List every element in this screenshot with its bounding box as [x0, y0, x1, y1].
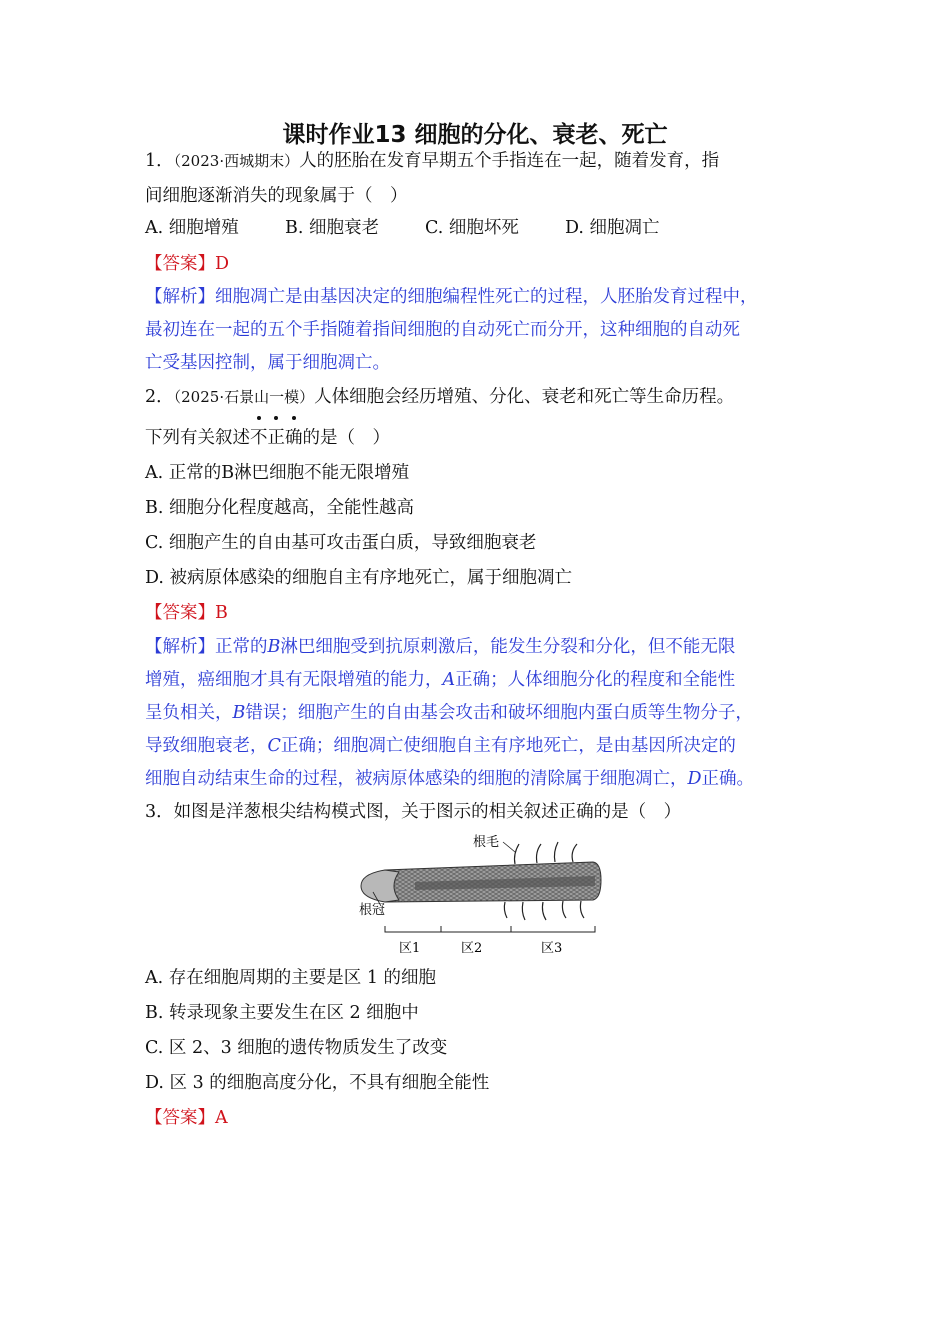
q1-stem-line-1 — [145, 148, 719, 174]
q2-emphasis-char-2 — [268, 428, 286, 448]
q3-option-d: D. 区 3 的细胞高度分化，不具有细胞全能性 — [145, 1073, 490, 1093]
q1-option-c: C. 细胞坏死 — [425, 218, 519, 238]
q1-analysis-line-1 — [145, 284, 758, 310]
q2-analysis-line-5 — [145, 766, 754, 792]
emphasis-dot — [274, 416, 278, 420]
q2-emphasis-text-3: 确 — [285, 428, 303, 448]
emphasis-dot — [257, 416, 261, 420]
q1-analysis-line-2: 最初连在一起的五个手指随着指间细胞的自动死亡而分开，这种细胞的自动死 — [145, 320, 740, 340]
q1-option-a: A. 细胞增殖 — [145, 218, 239, 238]
q2-emphasis-text-1: 不 — [250, 428, 268, 448]
q2-analysis-line-1 — [145, 634, 735, 660]
q1-analysis-label: 【解析】 — [145, 287, 215, 307]
q1-option-b: B. 细胞衰老 — [285, 218, 379, 238]
q2-analysis-text: 错误；细胞产生的自由基会攻击和破坏细胞内蛋白质等生物分子， — [245, 703, 753, 723]
label-zone2: 区2 — [461, 941, 483, 956]
root-hair-line — [515, 844, 520, 864]
q1-answer-label: 【答案】 — [145, 254, 215, 274]
q2-analysis-letter: B — [267, 637, 281, 657]
q1-answer-value: D — [215, 254, 230, 274]
q2-analysis-text: 淋巴细胞受到抗原刺激后，能发生分裂和分化，但不能无限 — [280, 637, 736, 657]
root-tip-figure — [355, 832, 605, 958]
q2-analysis-letter: A — [442, 670, 456, 690]
label-zone1: 区1 — [399, 941, 421, 956]
q2-stem-a: 人体细胞会经历增殖、分化、衰老和死亡等生命历程。 — [314, 387, 735, 407]
q2-answer-label: 【答案】 — [145, 603, 215, 623]
q2-stem-line-1 — [145, 384, 734, 410]
q2-answer-value: B — [215, 603, 228, 623]
label-root-cap: 根冠 — [359, 903, 386, 918]
emphasis-dot — [292, 416, 296, 420]
root-cap-shape — [361, 870, 399, 902]
q1-stem-a: 人的胚胎在发育早期五个手指连在一起，随着发育，指 — [299, 151, 720, 171]
q2-analysis-label: 【解析】 — [145, 637, 215, 657]
label-zone3: 区3 — [541, 941, 563, 956]
page-title: 课时作业13 细胞的分化、衰老、死亡 — [282, 122, 668, 148]
q2-analysis-letter: C — [267, 736, 281, 756]
root-hair-line — [504, 902, 507, 918]
q2-analysis-line-4 — [145, 733, 736, 759]
q3-answer-label: 【答案】 — [145, 1108, 215, 1128]
q2-analysis-text: 正确；细胞凋亡使细胞自主有序地死亡，是由基因所决定的 — [280, 736, 736, 756]
q2-stem-b-post: 的是（ ） — [302, 428, 390, 448]
q2-stem-line-2 — [145, 425, 390, 451]
q2-option-b: B. 细胞分化程度越高，全能性越高 — [145, 498, 414, 518]
root-hair-line — [562, 901, 566, 918]
q2-emphasis-char-3 — [285, 428, 303, 448]
q3-stem-text: 如图是洋葱根尖结构模式图，关于图示的相关叙述正确的是（ ） — [173, 802, 682, 822]
q2-analysis-text: 正确；人体细胞分化的程度和全能性 — [455, 670, 736, 690]
root-hair-line — [522, 902, 525, 920]
q2-analysis-text: 正常的 — [215, 637, 268, 657]
q3-option-c: C. 区 2、3 细胞的遗传物质发生了改变 — [145, 1038, 448, 1058]
q3-option-b: B. 转录现象主要发生在区 2 细胞中 — [145, 1003, 419, 1023]
q2-emphasis-text-2: 正 — [267, 428, 285, 448]
q2-answer — [145, 600, 228, 626]
q3-option-a: A. 存在细胞周期的主要是区 1 的细胞 — [145, 968, 437, 988]
q2-number: 2． — [145, 387, 174, 407]
q2-analysis-text: 细胞自动结束生命的过程，被病原体感染的细胞的清除属于细胞凋亡， — [145, 769, 688, 789]
root-tip-diagram — [355, 832, 605, 958]
q2-analysis-text: 增殖，癌细胞才具有无限增殖的能力， — [145, 670, 443, 690]
q1-answer — [145, 251, 229, 277]
root-hair-pointer — [503, 842, 515, 852]
zone3-bracket — [511, 926, 595, 932]
q1-options — [145, 215, 660, 241]
q2-stem-b-pre: 下列有关叙述 — [145, 428, 250, 448]
zone2-bracket — [441, 926, 511, 932]
root-hair-line — [572, 844, 577, 862]
q2-analysis-letter: B — [232, 703, 246, 723]
root-hair-line — [554, 842, 558, 862]
q1-option-d: D. 细胞凋亡 — [565, 218, 660, 238]
label-root-hair: 根毛 — [473, 835, 500, 850]
q2-source: （2025·石景山一模） — [173, 388, 315, 406]
root-hair-line — [537, 844, 542, 863]
q3-stem — [145, 799, 681, 825]
q3-answer-value: A — [215, 1108, 228, 1128]
q1-analysis-text-1: 细胞凋亡是由基因决定的细胞编程性死亡的过程，人胚胎发育过程中， — [215, 287, 758, 307]
q1-stem-line-2: 间细胞逐渐消失的现象属于（ ） — [145, 186, 408, 206]
q2-option-d: D. 被病原体感染的细胞自主有序地死亡，属于细胞凋亡 — [145, 568, 573, 588]
q1-analysis-line-3: 亡受基因控制，属于细胞凋亡。 — [145, 353, 390, 373]
zone1-bracket — [385, 926, 441, 932]
q2-analysis-line-2 — [145, 667, 735, 693]
q1-number: 1． — [145, 151, 174, 171]
q2-option-c: C. 细胞产生的自由基可攻击蛋白质，导致细胞衰老 — [145, 533, 537, 553]
q2-option-a: A. 正常的B淋巴细胞不能无限增殖 — [145, 463, 410, 483]
q2-analysis-line-3 — [145, 700, 753, 726]
q2-emphasis-char-1 — [250, 428, 268, 448]
q1-source: （2023·西城期末） — [173, 152, 300, 170]
q2-analysis-text: 正确。 — [701, 769, 755, 789]
root-hair-line — [580, 901, 584, 918]
q2-analysis-text: 呈负相关， — [145, 703, 233, 723]
q2-analysis-text: 导致细胞衰老， — [145, 736, 268, 756]
q2-analysis-letter: D — [687, 769, 702, 789]
q3-number: 3． — [145, 802, 174, 822]
root-hair-line — [542, 902, 546, 920]
q3-answer — [145, 1105, 228, 1131]
